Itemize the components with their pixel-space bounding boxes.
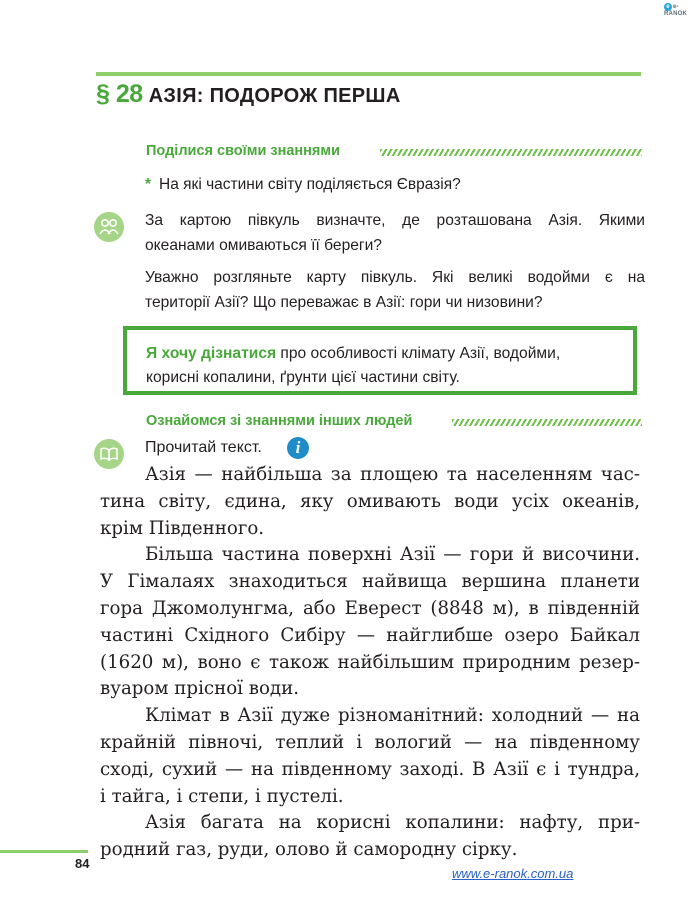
text-line: Уважно розгляньте карту півкуль. Які великі водойми є на bbox=[145, 269, 645, 286]
main-text-line: сході, сухий — на південному заході. В Азії є і тундра, bbox=[100, 758, 640, 780]
chapter-number: § 28 bbox=[96, 80, 143, 108]
main-text-line: крім Південного. bbox=[100, 517, 265, 539]
share-question bbox=[145, 176, 461, 194]
logo-e-icon: e bbox=[664, 3, 672, 11]
text-line: корисні копалини, ґрунти цієї частини світу. bbox=[146, 369, 460, 386]
info-icon: i bbox=[287, 437, 309, 459]
group-task-paragraph-2 bbox=[145, 265, 645, 315]
main-text-line: (1620 м), воно є також найбільшим природним резер- bbox=[100, 651, 640, 673]
want-to-know-highlight: Я хочу дізнатися bbox=[146, 345, 277, 362]
others-section-hatch bbox=[452, 419, 642, 426]
bottom-rule bbox=[0, 850, 88, 853]
others-section-heading: Ознайомся зі знаннями інших людей bbox=[146, 413, 413, 429]
main-text-line: Клімат в Азії дуже різноманітний: холодний — на bbox=[145, 705, 640, 727]
group-task-paragraph-1 bbox=[145, 208, 645, 258]
group-people-icon bbox=[94, 212, 124, 242]
main-text-line: родний газ, руди, олово й самородну сірку. bbox=[100, 839, 518, 861]
main-text-line: тина світу, єдина, яку омивають води усіх океанів, bbox=[100, 490, 640, 512]
read-text-label: Прочитай текст. bbox=[145, 439, 262, 456]
main-text-line: частині Східного Сибіру — найглибше озеро Байкал bbox=[100, 624, 640, 646]
share-question-text: На які частини світу поділяється Євразія? bbox=[159, 176, 461, 193]
share-section-hatch bbox=[380, 149, 642, 156]
text-line: території Азії? Що переважає в Азії: гори чи низовини? bbox=[145, 294, 543, 311]
text-line: За картою півкуль визначте, де розташована Азія. Якими bbox=[145, 212, 645, 229]
bullet-star-icon: * bbox=[145, 176, 152, 193]
main-text-line: Більша частина поверхні Азії — гори й височини. bbox=[145, 544, 640, 566]
top-rule bbox=[96, 72, 641, 76]
main-text-line: Азія — найбільша за площею та населенням час- bbox=[145, 464, 640, 485]
text-line: про особливості клімату Азії, водойми, bbox=[276, 345, 561, 362]
logo-text: e-RANOK bbox=[664, 4, 687, 17]
want-to-know-text bbox=[146, 342, 621, 390]
main-reading-text bbox=[100, 462, 640, 864]
main-text-line: У Гімалаях знаходиться найвища вершина планети bbox=[100, 571, 640, 593]
chapter-title bbox=[96, 80, 401, 109]
main-text-line: гора Джомолунгма, або Еверест (8848 м), в південній bbox=[100, 597, 640, 619]
main-text-line: крайній півночі, теплий і вологий — на південному bbox=[100, 731, 640, 753]
page-number: 84 bbox=[75, 856, 90, 871]
chapter-name: АЗІЯ: ПОДОРОЖ ПЕРША bbox=[148, 85, 401, 107]
text-line: океанами омиваються її береги? bbox=[145, 237, 382, 254]
website-link[interactable]: www.e-ranok.com.ua bbox=[452, 866, 574, 881]
publisher-logo bbox=[664, 3, 700, 17]
main-text-line: Азія багата на корисні копалини: нафту, при- bbox=[145, 812, 640, 834]
main-text-line: вуаром прісної води. bbox=[100, 678, 300, 700]
share-section-heading: Поділися своїми знаннями bbox=[146, 143, 341, 159]
main-text-line: і тайга, і степи, і пустелі. bbox=[100, 785, 344, 807]
